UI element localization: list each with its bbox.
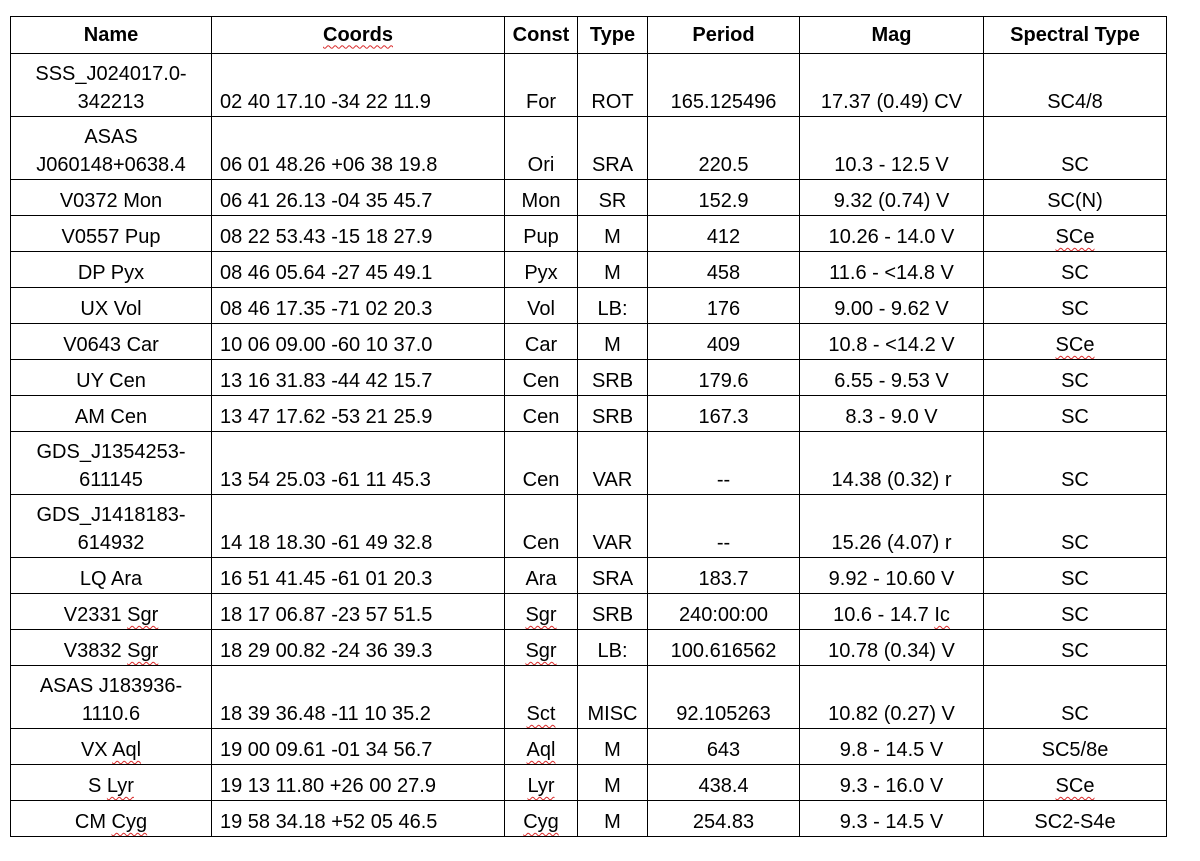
cell-type: SRB <box>578 594 648 630</box>
cell-period: 167.3 <box>648 396 800 432</box>
table-row <box>11 666 1167 729</box>
cell-period: 254.83 <box>648 801 800 837</box>
cell-name: DP Pyx <box>11 252 212 288</box>
cell-mag: 10.26 - 14.0 V <box>800 216 984 252</box>
cell-spectral: SC5/8e <box>984 729 1167 765</box>
table-row <box>11 252 1167 288</box>
table-row <box>11 396 1167 432</box>
cell-name <box>11 729 212 765</box>
cell-name: V0372 Mon <box>11 180 212 216</box>
cell-name-prefix: CM <box>74 811 112 833</box>
cell-spectral: SC <box>984 630 1167 666</box>
cell-type: M <box>578 252 648 288</box>
cell-name-prefix: S <box>88 775 107 797</box>
cell-name-prefix: V2331 <box>63 604 128 626</box>
cell-period: 100.616562 <box>648 630 800 666</box>
cell-period: 92.105263 <box>648 666 800 729</box>
cell-const <box>505 594 578 630</box>
cell-spectral: SC <box>984 396 1167 432</box>
cell-name: V0643 Car <box>11 324 212 360</box>
cell-spectral: SC <box>984 288 1167 324</box>
cell-spectral: SC <box>984 252 1167 288</box>
cell-mag: 9.32 (0.74) V <box>800 180 984 216</box>
cell-coords: 02 40 17.10 -34 22 11.9 <box>212 54 505 117</box>
cell-coords: 18 39 36.48 -11 10 35.2 <box>212 666 505 729</box>
cell-name: GDS_J1354253-611145 <box>11 432 212 495</box>
cell-const: Ara <box>505 558 578 594</box>
cell-period: 183.7 <box>648 558 800 594</box>
cell-spectral-text: SCe <box>1055 226 1095 248</box>
cell-mag: 9.3 - 16.0 V <box>800 765 984 801</box>
cell-type: VAR <box>578 432 648 495</box>
cell-const: Cen <box>505 396 578 432</box>
cell-name: AM Cen <box>11 396 212 432</box>
cell-const: Ori <box>505 117 578 180</box>
table-row <box>11 765 1167 801</box>
cell-period: 152.9 <box>648 180 800 216</box>
cell-spectral: SC2-S4e <box>984 801 1167 837</box>
cell-type: MISC <box>578 666 648 729</box>
cell-name-prefix: V3832 <box>63 640 128 662</box>
cell-period: -- <box>648 495 800 558</box>
cell-coords: 06 41 26.13 -04 35 45.7 <box>212 180 505 216</box>
cell-coords: 19 13 11.80 +26 00 27.9 <box>212 765 505 801</box>
cell-mag: 11.6 - <14.8 V <box>800 252 984 288</box>
cell-period: 220.5 <box>648 117 800 180</box>
table-row <box>11 54 1167 117</box>
cell-coords: 10 06 09.00 -60 10 37.0 <box>212 324 505 360</box>
cell-name: SSS_J024017.0-342213 <box>11 54 212 117</box>
table-row <box>11 216 1167 252</box>
cell-period: 412 <box>648 216 800 252</box>
cell-spectral: SC <box>984 360 1167 396</box>
table-row <box>11 630 1167 666</box>
table-row <box>11 495 1167 558</box>
variable-stars-table <box>10 16 1167 837</box>
cell-name: LQ Ara <box>11 558 212 594</box>
cell-mag: 10.78 (0.34) V <box>800 630 984 666</box>
cell-const-text: Sgr <box>525 640 557 662</box>
cell-spectral <box>984 765 1167 801</box>
cell-coords: 13 16 31.83 -44 42 15.7 <box>212 360 505 396</box>
cell-type: SRB <box>578 360 648 396</box>
cell-spectral: SC <box>984 558 1167 594</box>
header-type: Type <box>578 17 648 54</box>
cell-spectral <box>984 216 1167 252</box>
header-row <box>11 17 1167 54</box>
cell-mag: 8.3 - 9.0 V <box>800 396 984 432</box>
cell-name: GDS_J1418183-614932 <box>11 495 212 558</box>
header-coords <box>212 17 505 54</box>
cell-const: Cen <box>505 360 578 396</box>
cell-name: ASAS J060148+0638.4 <box>11 117 212 180</box>
cell-mag-prefix: 10.6 - 14.7 <box>833 604 935 626</box>
cell-name <box>11 801 212 837</box>
cell-name-const: Sgr <box>127 604 159 626</box>
cell-mag <box>800 594 984 630</box>
cell-spectral: SC4/8 <box>984 54 1167 117</box>
cell-mag: 6.55 - 9.53 V <box>800 360 984 396</box>
cell-period: 438.4 <box>648 765 800 801</box>
cell-type: LB: <box>578 288 648 324</box>
cell-coords: 14 18 18.30 -61 49 32.8 <box>212 495 505 558</box>
cell-period: -- <box>648 432 800 495</box>
cell-name <box>11 630 212 666</box>
table-row <box>11 432 1167 495</box>
cell-period: 240:00:00 <box>648 594 800 630</box>
cell-coords: 13 47 17.62 -53 21 25.9 <box>212 396 505 432</box>
cell-type: M <box>578 765 648 801</box>
cell-name: V0557 Pup <box>11 216 212 252</box>
cell-spectral: SC <box>984 117 1167 180</box>
cell-const <box>505 729 578 765</box>
header-spectral-type: Spectral Type <box>984 17 1167 54</box>
cell-mag: 9.00 - 9.62 V <box>800 288 984 324</box>
cell-mag: 10.82 (0.27) V <box>800 666 984 729</box>
cell-const: Cen <box>505 432 578 495</box>
cell-period: 458 <box>648 252 800 288</box>
cell-type: SR <box>578 180 648 216</box>
cell-coords: 13 54 25.03 -61 11 45.3 <box>212 432 505 495</box>
cell-name <box>11 594 212 630</box>
cell-spectral-text: SCe <box>1055 334 1095 356</box>
table-row <box>11 324 1167 360</box>
cell-const: For <box>505 54 578 117</box>
cell-mag: 14.38 (0.32) r <box>800 432 984 495</box>
table-row <box>11 594 1167 630</box>
cell-coords: 08 22 53.43 -15 18 27.9 <box>212 216 505 252</box>
cell-type: LB: <box>578 630 648 666</box>
cell-spectral <box>984 324 1167 360</box>
cell-type: M <box>578 729 648 765</box>
cell-coords: 18 29 00.82 -24 36 39.3 <box>212 630 505 666</box>
cell-name-const: Lyr <box>106 775 134 797</box>
cell-spectral: SC <box>984 594 1167 630</box>
cell-name-prefix: VX <box>80 739 113 761</box>
cell-type: SRA <box>578 117 648 180</box>
cell-const-text: Sgr <box>525 604 557 626</box>
cell-spectral: SC <box>984 666 1167 729</box>
cell-mag: 17.37 (0.49) CV <box>800 54 984 117</box>
header-mag: Mag <box>800 17 984 54</box>
cell-period: 409 <box>648 324 800 360</box>
cell-name: ASAS J183936-1110.6 <box>11 666 212 729</box>
cell-type: M <box>578 801 648 837</box>
cell-type: SRB <box>578 396 648 432</box>
cell-name <box>11 765 212 801</box>
cell-period: 643 <box>648 729 800 765</box>
cell-const: Cen <box>505 495 578 558</box>
cell-name: UY Cen <box>11 360 212 396</box>
cell-coords: 06 01 48.26 +06 38 19.8 <box>212 117 505 180</box>
cell-coords: 08 46 05.64 -27 45 49.1 <box>212 252 505 288</box>
cell-const: Mon <box>505 180 578 216</box>
cell-spectral: SC <box>984 495 1167 558</box>
header-name: Name <box>11 17 212 54</box>
cell-name-const: Cyg <box>111 811 148 833</box>
cell-period: 165.125496 <box>648 54 800 117</box>
cell-type: SRA <box>578 558 648 594</box>
cell-const <box>505 801 578 837</box>
cell-mag: 9.8 - 14.5 V <box>800 729 984 765</box>
table-row <box>11 558 1167 594</box>
table-row <box>11 729 1167 765</box>
cell-coords: 16 51 41.45 -61 01 20.3 <box>212 558 505 594</box>
cell-type: M <box>578 324 648 360</box>
cell-coords: 19 00 09.61 -01 34 56.7 <box>212 729 505 765</box>
table-row <box>11 117 1167 180</box>
cell-type: M <box>578 216 648 252</box>
cell-const-text: Sct <box>526 703 556 725</box>
cell-period: 176 <box>648 288 800 324</box>
table-row <box>11 360 1167 396</box>
cell-spectral: SC <box>984 432 1167 495</box>
cell-const-text: Lyr <box>527 775 555 797</box>
cell-const <box>505 765 578 801</box>
cell-const: Pup <box>505 216 578 252</box>
cell-const: Car <box>505 324 578 360</box>
cell-name: UX Vol <box>11 288 212 324</box>
cell-coords: 19 58 34.18 +52 05 46.5 <box>212 801 505 837</box>
cell-name-const: Sgr <box>127 640 159 662</box>
cell-type: VAR <box>578 495 648 558</box>
cell-const-text: Aql <box>526 739 556 761</box>
cell-mag: 10.8 - <14.2 V <box>800 324 984 360</box>
cell-name-const: Aql <box>112 739 142 761</box>
cell-mag-band: Ic <box>934 604 950 626</box>
cell-const: Pyx <box>505 252 578 288</box>
header-coords-text: Coords <box>323 23 393 46</box>
cell-coords: 18 17 06.87 -23 57 51.5 <box>212 594 505 630</box>
header-const: Const <box>505 17 578 54</box>
cell-type: ROT <box>578 54 648 117</box>
cell-spectral-text: SCe <box>1055 775 1095 797</box>
cell-spectral: SC(N) <box>984 180 1167 216</box>
cell-mag: 15.26 (4.07) r <box>800 495 984 558</box>
cell-mag: 10.3 - 12.5 V <box>800 117 984 180</box>
cell-const-text: Cyg <box>523 811 559 833</box>
cell-const <box>505 666 578 729</box>
cell-const: Vol <box>505 288 578 324</box>
table-row <box>11 288 1167 324</box>
cell-period: 179.6 <box>648 360 800 396</box>
table-row <box>11 801 1167 837</box>
cell-coords: 08 46 17.35 -71 02 20.3 <box>212 288 505 324</box>
cell-mag: 9.3 - 14.5 V <box>800 801 984 837</box>
cell-mag: 9.92 - 10.60 V <box>800 558 984 594</box>
header-period: Period <box>648 17 800 54</box>
cell-const <box>505 630 578 666</box>
table-row <box>11 180 1167 216</box>
